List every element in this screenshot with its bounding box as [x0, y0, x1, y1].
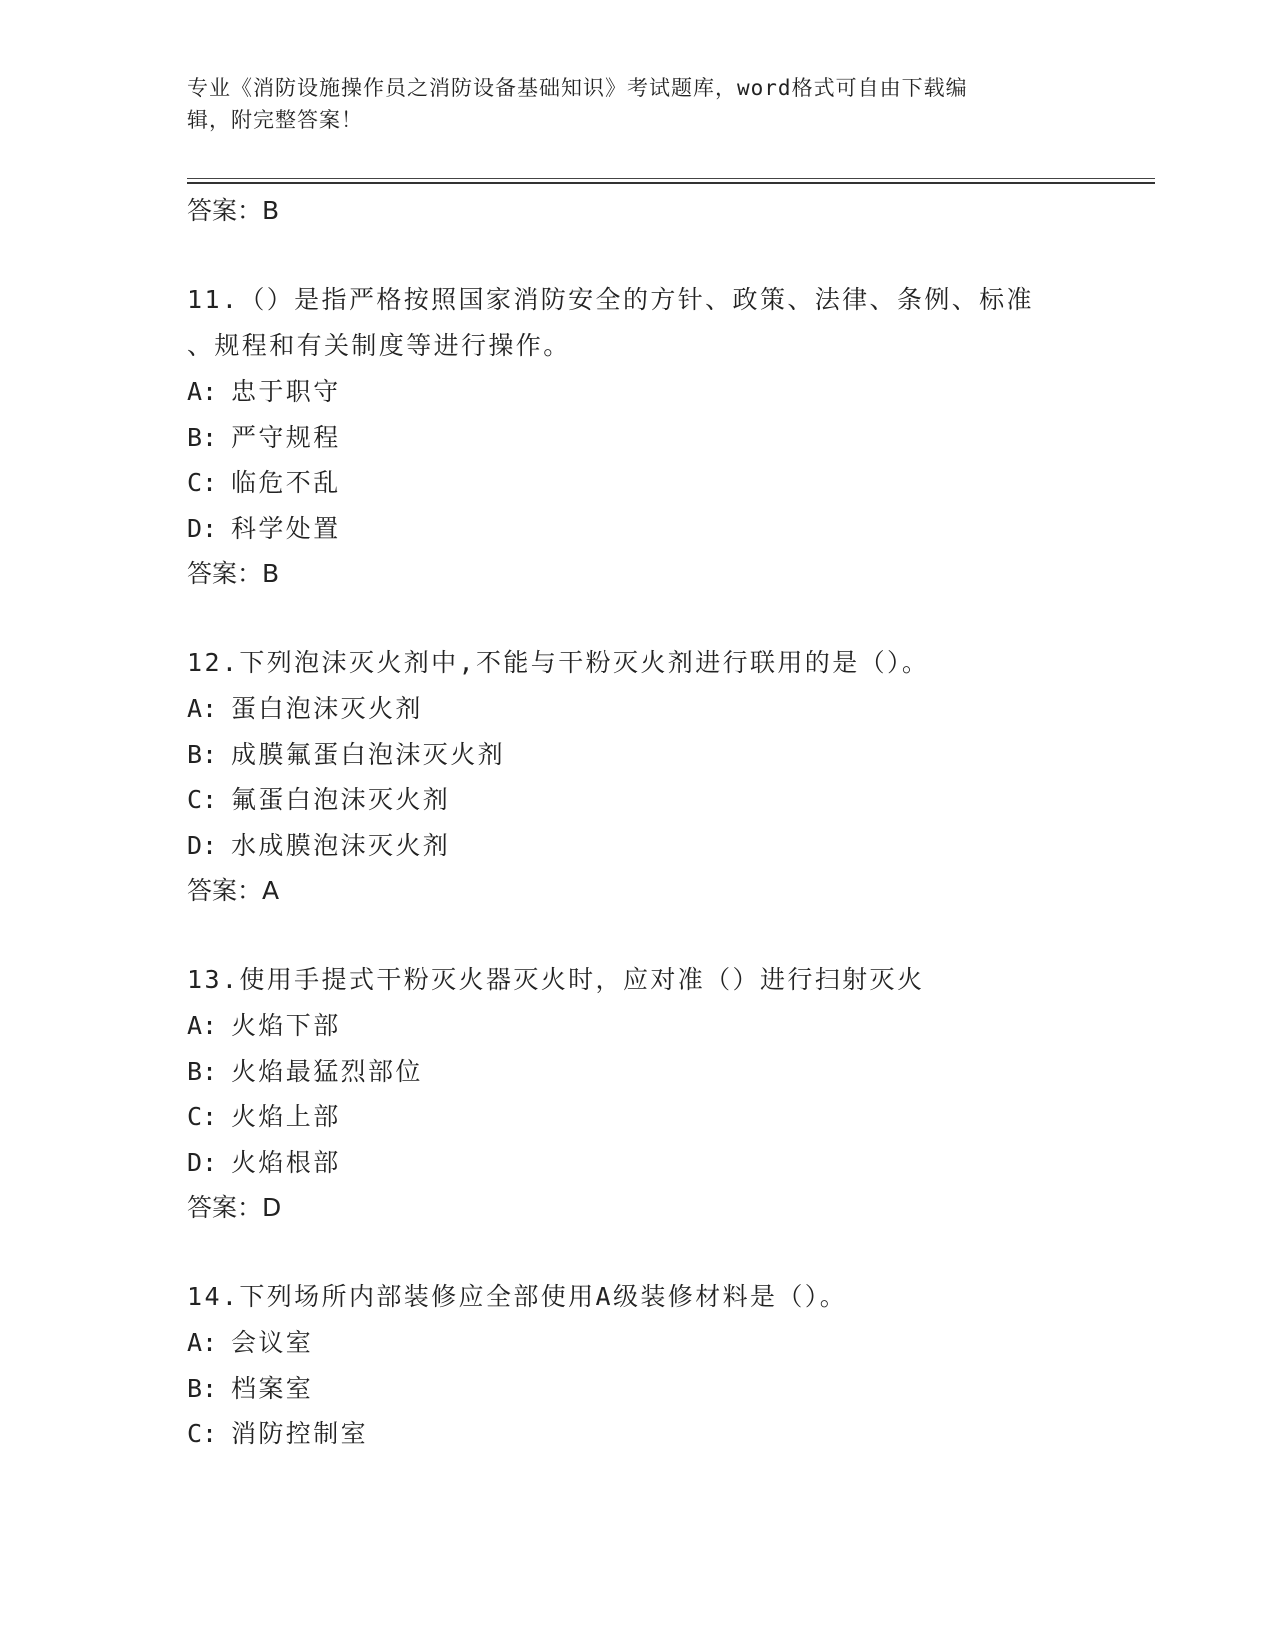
option-text: 水成膜泡沫灭火剂 [231, 830, 451, 860]
header-line-1: 专业《消防设施操作员之消防设备基础知识》考试题库，word格式可自由下载编 [187, 76, 968, 100]
header-line-2: 辑，附完整答案！ [187, 108, 363, 132]
option-item [187, 823, 1147, 869]
option-text: 临危不乱 [231, 468, 341, 497]
option-text: 成膜氟蛋白泡沫灭火剂 [231, 739, 506, 769]
question-text-line: 13.使用手提式干粉灭火器灭火时，应对准（）进行扫射灭火 [187, 965, 925, 994]
option-letter: A: [187, 1328, 218, 1357]
option-letter: D: [187, 1147, 218, 1177]
question-text [187, 957, 1147, 1003]
option-letter: D: [187, 513, 218, 543]
answer-line: 答案：D [187, 1193, 282, 1222]
answer-line: 答案：B [187, 559, 280, 588]
option-item [187, 460, 1147, 506]
question-text-line: 12.下列泡沫灭火剂中,不能与干粉灭火剂进行联用的是（）。 [187, 648, 930, 677]
question-block [187, 640, 1147, 914]
option-text: 火焰上部 [231, 1102, 341, 1131]
option-text: 火焰根部 [231, 1147, 341, 1177]
question-block [187, 1274, 1147, 1457]
option-text: 会议室 [231, 1328, 314, 1357]
option-text: 档案室 [231, 1373, 314, 1403]
option-letter: B: [187, 1373, 218, 1403]
option-letter: B: [187, 739, 218, 769]
option-item [187, 506, 1147, 552]
option-letter: C: [187, 1419, 218, 1448]
option-item [187, 1094, 1147, 1140]
answer-line: 答案：A [187, 876, 280, 905]
option-text: 火焰下部 [231, 1011, 341, 1040]
option-item [187, 1140, 1147, 1186]
header-divider-thin [187, 178, 1155, 179]
option-text: 忠于职守 [231, 377, 341, 406]
option-letter: B: [187, 1056, 218, 1086]
question-block [187, 957, 1147, 1231]
option-item [187, 1411, 1147, 1457]
option-letter: C: [187, 785, 218, 814]
header-divider-thick [187, 182, 1155, 184]
question-text [187, 277, 1147, 369]
option-letter: A: [187, 694, 218, 723]
option-text: 科学处置 [231, 513, 341, 543]
question-text [187, 1274, 1147, 1320]
option-text: 消防控制室 [231, 1419, 369, 1448]
question-block [187, 277, 1147, 597]
option-item [187, 732, 1147, 778]
option-item [187, 415, 1147, 461]
question-text-line: 11.（）是指严格按照国家消防安全的方针、政策、法律、条例、标准 [187, 285, 1034, 314]
option-letter: A: [187, 377, 218, 406]
option-letter: A: [187, 1011, 218, 1040]
option-item [187, 1320, 1147, 1366]
option-letter: B: [187, 422, 218, 452]
option-item [187, 777, 1147, 823]
question-text-line: 、规程和有关制度等进行操作。 [187, 331, 571, 360]
option-text: 火焰最猛烈部位 [231, 1056, 423, 1086]
option-item [187, 686, 1147, 732]
option-item [187, 369, 1147, 415]
option-item [187, 1366, 1147, 1412]
option-letter: C: [187, 1102, 218, 1131]
option-letter: D: [187, 830, 218, 860]
question-list [187, 188, 1147, 1457]
document-header [187, 72, 1067, 136]
answer-line: 答案：B [187, 196, 280, 225]
question-text-line: 14.下列场所内部装修应全部使用A级装修材料是（）。 [187, 1282, 848, 1311]
option-text: 氟蛋白泡沫灭火剂 [231, 785, 451, 814]
option-item [187, 1003, 1147, 1049]
option-text: 严守规程 [231, 422, 341, 452]
question-text [187, 640, 1147, 686]
option-item [187, 1049, 1147, 1095]
option-text: 蛋白泡沫灭火剂 [231, 694, 423, 723]
option-letter: C: [187, 468, 218, 497]
